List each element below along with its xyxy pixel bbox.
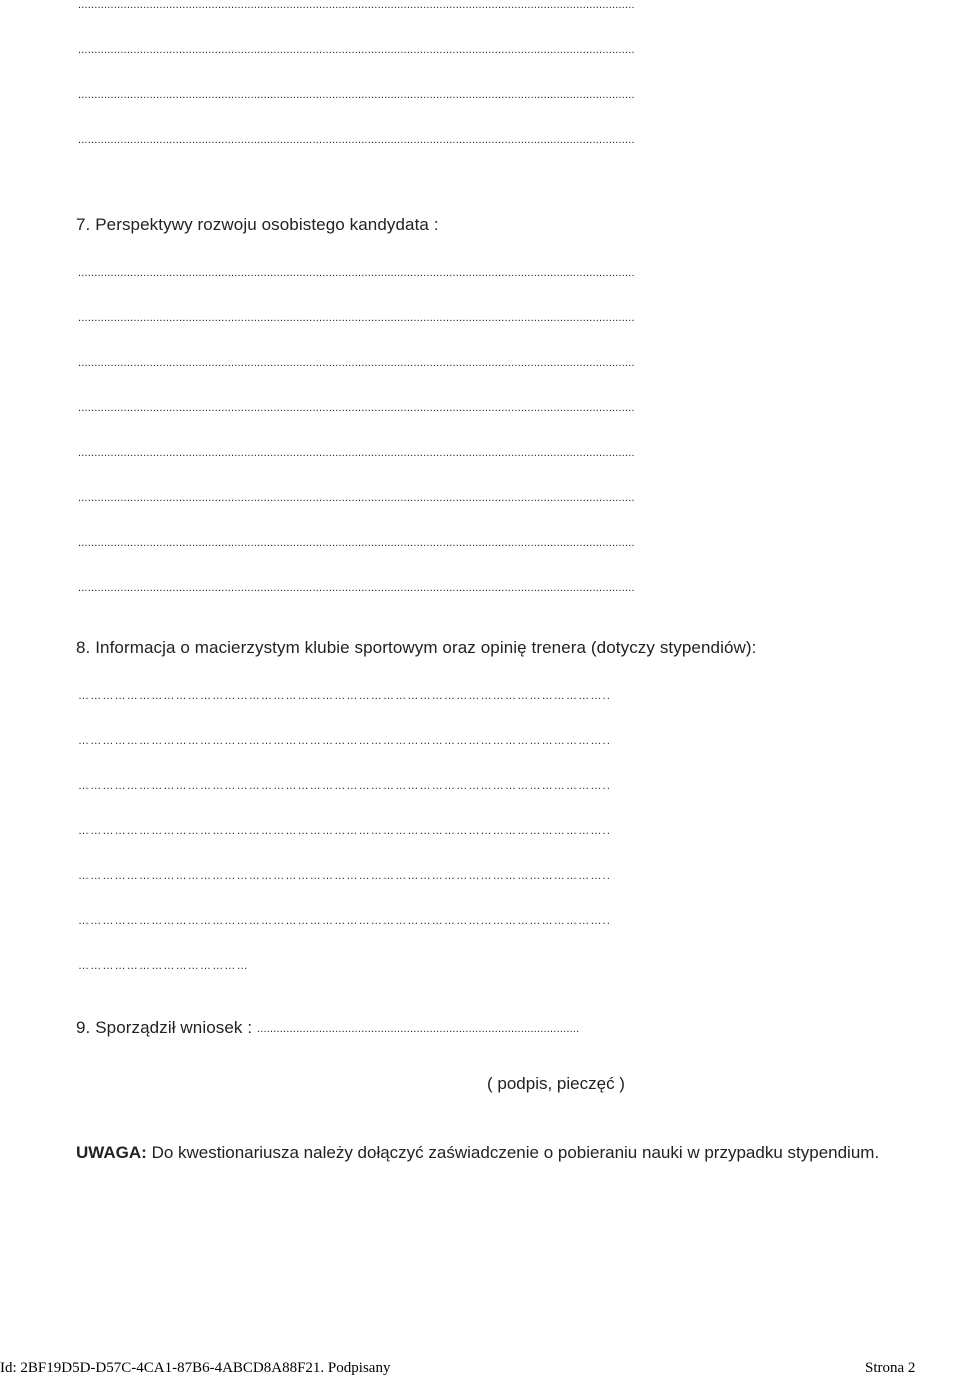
footer-id: Id: 2BF19D5D-D57C-4CA1-87B6-4ABCD8A88F21. Podpisany — [0, 1360, 391, 1376]
section-8-heading: 8. Informacja o macierzystym klubie sportowym oraz opinię trenera (dotyczy stypendiów): — [76, 638, 757, 657]
dotted-line: ........................................................................................................................................................................... — [78, 315, 635, 321]
dotted-line: ........................................................................................................................................................................... — [78, 47, 635, 53]
section-7-heading: 7. Perspektywy rozwoju osobistego kandydata : — [76, 215, 439, 234]
dotted-line: ........................................................................................................................................................................... — [78, 540, 635, 546]
dotted-line: ........................................................................................................................................................................... — [78, 360, 635, 366]
dotted-line: ........................................................................................................................................................................... — [78, 92, 635, 98]
dotted-line: ........................................................................................................................................................................... — [78, 405, 635, 411]
dotted-line: ………………………………………………………………………………………………………………….. — [78, 873, 612, 879]
signature-caption: ( podpis, pieczęć ) — [487, 1074, 625, 1093]
dotted-line: ........................................................................................................................................................................... — [78, 450, 635, 456]
note-label: UWAGA: — [76, 1143, 147, 1162]
dotted-line: ………………………………………………………………………………………………………………….. — [78, 918, 612, 924]
section-9-label: 9. Sporządził wniosek : — [76, 1018, 253, 1037]
dotted-line: ........................................................................................................................................................................... — [78, 270, 635, 276]
dotted-line: ........................................................................................................................................................................... — [78, 585, 635, 591]
note-text: Do kwestionariusza należy dołączyć zaświadczenie o pobieraniu nauki w przypadku stypendium. — [151, 1143, 880, 1162]
dotted-line: ………………………………………………………………………………………………………………….. — [78, 783, 612, 789]
section-9-signature — [76, 1018, 579, 1038]
dotted-line: …………………………………… — [78, 963, 249, 969]
dotted-line: ........................................................................................................................................................................... — [78, 137, 635, 143]
signature-dotted-line: ................................................................................................... — [257, 1023, 580, 1035]
dotted-line: ………………………………………………………………………………………………………………….. — [78, 738, 612, 744]
dotted-line: ........................................................................................................................................................................... — [78, 495, 635, 501]
footer-page-number: Strona 2 — [865, 1360, 916, 1376]
dotted-line: ........................................................................................................................................................................... — [78, 2, 635, 8]
note-paragraph — [76, 1140, 906, 1166]
dotted-line: ………………………………………………………………………………………………………………….. — [78, 693, 612, 699]
dotted-line: ………………………………………………………………………………………………………………….. — [78, 828, 612, 834]
